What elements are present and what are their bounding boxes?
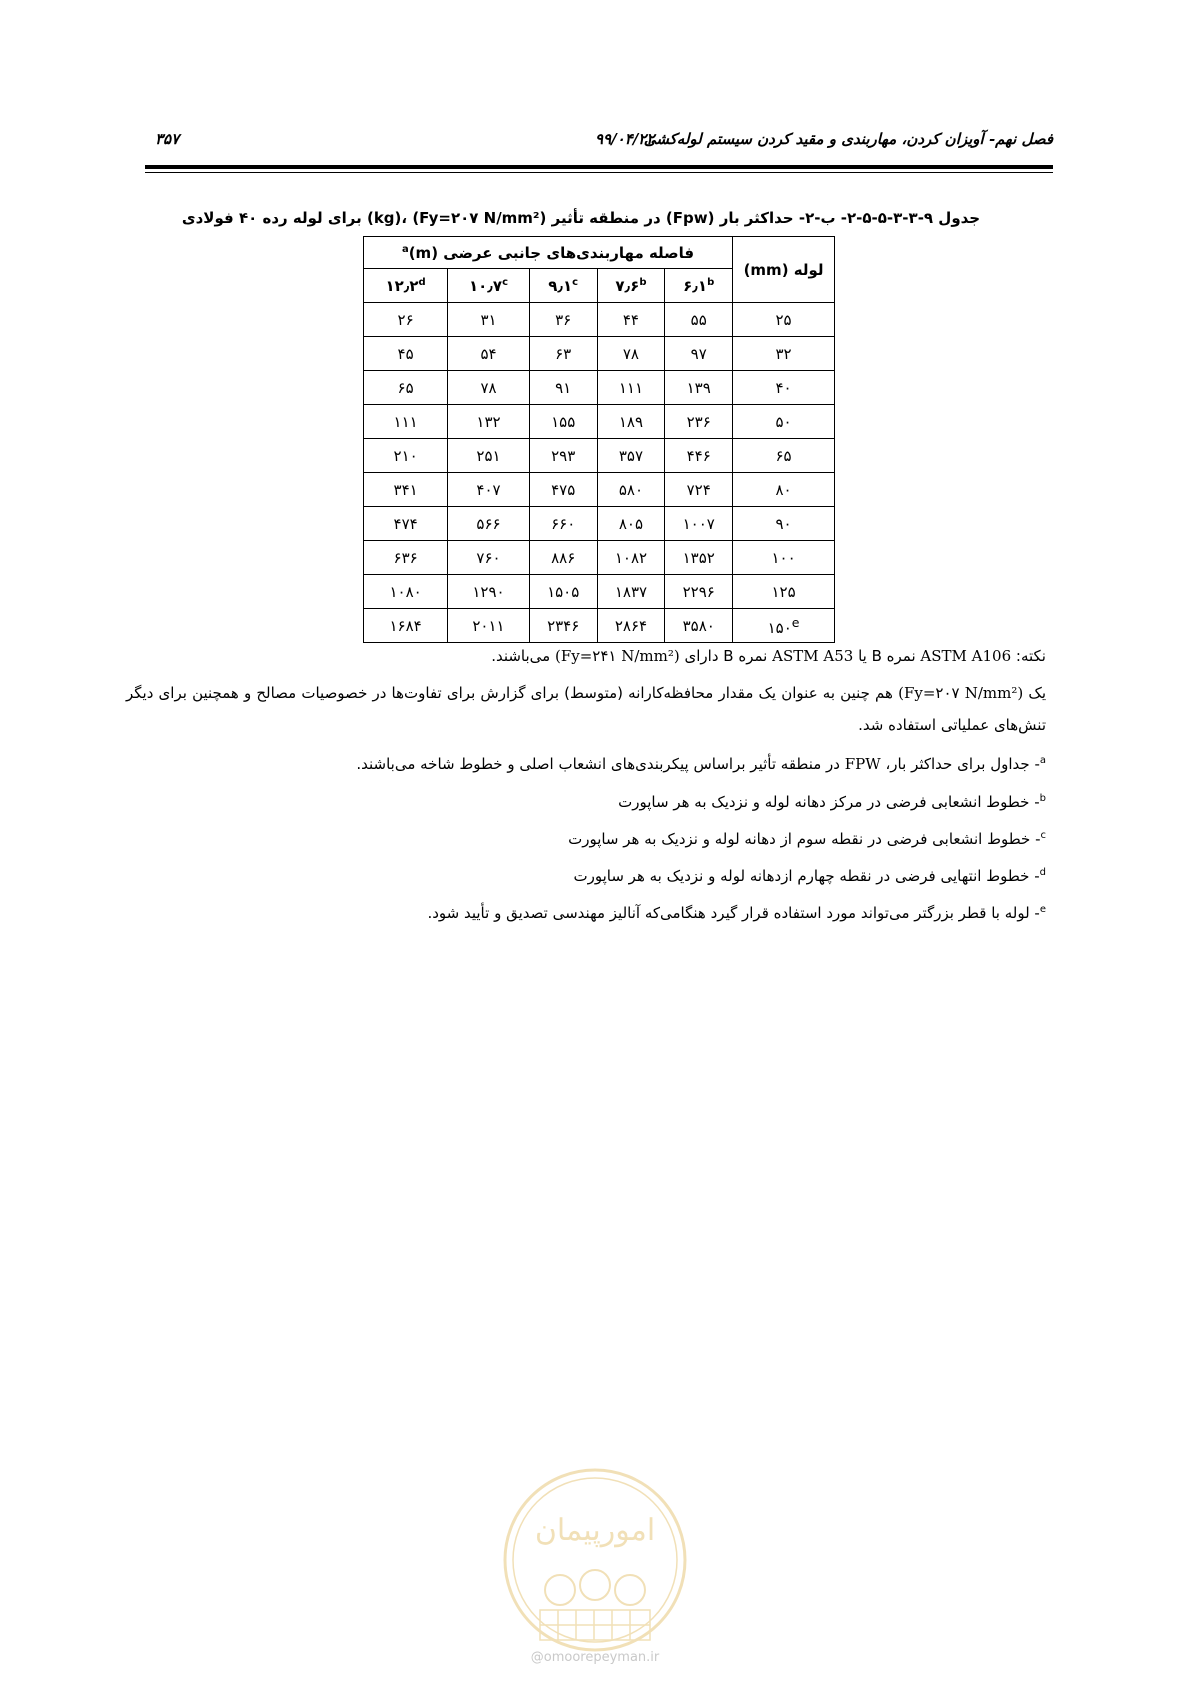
table-row <box>364 303 835 337</box>
load-value-cell: ۴۷۴ <box>364 507 448 541</box>
load-value-cell: ۱۰۸۲ <box>597 541 665 575</box>
note-material: نکته: ASTM A106 نمره B یا ASTM A53 نمره B دارای (Fy=۲۴۱ N/mm²) می‌باشند. <box>491 647 1046 665</box>
header-rule-thin <box>145 172 1053 173</box>
load-value-cell: ۶۳ <box>529 337 597 371</box>
load-value-cell: ۲۰۱۱ <box>448 609 530 643</box>
table-row <box>364 473 835 507</box>
load-value-cell: ۸۸۶ <box>529 541 597 575</box>
footnote-d: $^d$- خطوط انتهایی فرضی در نقطه چهارم ازدهانه لوله و نزدیک به هر ساپورت <box>573 867 1046 885</box>
column-header: ۱۲٫۲$^d$ <box>364 269 448 303</box>
pipe-header: لوله (mm) <box>733 237 835 303</box>
chapter-title: فصل نهم- آویزان کردن، مهاربندی و مقید کردن سیستم لوله‌کشی <box>643 130 1053 148</box>
load-value-cell: ۳۵۸۰ <box>665 609 733 643</box>
load-value-cell: ۷۸ <box>597 337 665 371</box>
page-number: ۳۵۷ <box>155 130 180 148</box>
load-value-cell: ۳۴۱ <box>364 473 448 507</box>
header-date: ۹۹/۰۴/۲۲ <box>595 130 655 148</box>
load-value-cell: ۵۶۶ <box>448 507 530 541</box>
watermark-url: @omoorepeyman.ir <box>530 1650 660 1665</box>
load-value-cell: ۶۵ <box>364 371 448 405</box>
pipe-size-cell: ۱۰۰ <box>733 541 835 575</box>
table-row <box>364 507 835 541</box>
column-header: ۶٫۱$^b$ <box>665 269 733 303</box>
table-caption <box>151 209 1011 227</box>
note-stress: یک (Fy=۲۰۷ N/mm²) هم چنین به عنوان یک مقدار محافظه‌کارانه (متوسط) برای گزارش برای تفاوت‌ها در خصوصیات مصالح و همچنین برای دیگر تنش‌های عملیاتی استفاده شد. <box>126 684 1046 734</box>
table-row <box>364 541 835 575</box>
load-value-cell: ۵۴ <box>448 337 530 371</box>
load-value-cell: ۲۳۶ <box>665 405 733 439</box>
pipe-size-cell: ۳۲ <box>733 337 835 371</box>
load-value-cell: ۱۳۹ <box>665 371 733 405</box>
table-row <box>364 575 835 609</box>
footnote-a: $^a$- جداول برای حداکثر بار، FPW در منطقه تأثیر براساس پیکربندی‌های انشعاب اصلی و خطوط شاخه می‌باشند. <box>356 755 1046 773</box>
pipe-size-cell: ۹۰ <box>733 507 835 541</box>
pipe-size-cell: ۲۵ <box>733 303 835 337</box>
load-value-cell: ۱۵۰۵ <box>529 575 597 609</box>
column-header: ۱۰٫۷$^c$ <box>448 269 530 303</box>
load-value-cell: ۷۲۴ <box>665 473 733 507</box>
footnote-e: $^e$- لوله با قطر بزرگتر می‌تواند مورد استفاده قرار گیرد هنگامی‌که آنالیز مهندسی تصدیق و تأیید شود. <box>427 904 1046 922</box>
caption-text-3: برای لوله رده ۴۰ فولادی <box>181 209 362 227</box>
page-header <box>145 128 1053 164</box>
load-value-cell: ۳۶ <box>529 303 597 337</box>
load-value-cell: ۷۶۰ <box>448 541 530 575</box>
table-row <box>364 439 835 473</box>
load-value-cell: ۱۱۱ <box>597 371 665 405</box>
load-value-cell: ۸۰۵ <box>597 507 665 541</box>
watermark-seal-icon <box>500 1455 690 1670</box>
load-value-cell: ۴۷۵ <box>529 473 597 507</box>
load-value-cell: ۱۶۸۴ <box>364 609 448 643</box>
caption-unit: (kg)، <box>366 209 408 227</box>
header-rule-thick <box>145 165 1053 169</box>
column-header: ۷٫۶$^b$ <box>597 269 665 303</box>
load-value-cell: ۲۳۴۶ <box>529 609 597 643</box>
table-row <box>364 337 835 371</box>
load-value-cell: ۲۶ <box>364 303 448 337</box>
load-value-cell: ۱۵۵ <box>529 405 597 439</box>
caption-fpw: (Fpw) <box>665 209 715 227</box>
pipe-size-cell: ۵۰ <box>733 405 835 439</box>
load-value-cell: ۲۱۰ <box>364 439 448 473</box>
caption-text-2: در منطقه تأثیر <box>551 209 661 227</box>
load-value-cell: ۱۰۸۰ <box>364 575 448 609</box>
bracing-group-header: فاصله مهاربندی‌های جانبی عرضی $(m)^a$ <box>364 237 733 269</box>
load-value-cell: ۳۵۷ <box>597 439 665 473</box>
load-value-cell: ۱۸۳۷ <box>597 575 665 609</box>
load-value-cell: ۱۸۹ <box>597 405 665 439</box>
pipe-size-cell: ۱۵۰e <box>733 609 835 643</box>
load-value-cell: ۴۰۷ <box>448 473 530 507</box>
load-value-cell: ۲۹۳ <box>529 439 597 473</box>
load-table <box>363 236 835 643</box>
table-row <box>364 405 835 439</box>
caption-fy: (Fy=۲۰۷ N/mm²) <box>412 209 547 227</box>
table-row <box>364 609 835 643</box>
load-value-cell: ۲۸۶۴ <box>597 609 665 643</box>
column-header: ۹٫۱$^c$ <box>529 269 597 303</box>
load-value-cell: ۲۲۹۶ <box>665 575 733 609</box>
load-value-cell: ۱۳۲ <box>448 405 530 439</box>
load-value-cell: ۹۱ <box>529 371 597 405</box>
load-value-cell: ۹۷ <box>665 337 733 371</box>
footnote-c: $^c$- خطوط انشعابی فرضی در نقطه سوم از دهانه لوله و نزدیک به هر ساپورت <box>568 830 1046 848</box>
load-value-cell: ۷۸ <box>448 371 530 405</box>
load-value-cell: ۴۴ <box>597 303 665 337</box>
load-value-cell: ۲۵۱ <box>448 439 530 473</box>
caption-text-1: جدول ۹-۳-۳-۵-۵-۲- ب-۲- حداکثر بار <box>719 209 981 227</box>
load-value-cell: ۶۶۰ <box>529 507 597 541</box>
load-value-cell: ۳۱ <box>448 303 530 337</box>
pipe-size-cell: ۶۵ <box>733 439 835 473</box>
load-value-cell: ۴۵ <box>364 337 448 371</box>
load-value-cell: ۱۳۵۲ <box>665 541 733 575</box>
pipe-size-cell: ۸۰ <box>733 473 835 507</box>
table-row <box>364 371 835 405</box>
pipe-size-cell: ۴۰ <box>733 371 835 405</box>
watermark-logo-text: امورپیمان <box>534 1513 656 1548</box>
load-value-cell: ۶۳۶ <box>364 541 448 575</box>
pipe-size-cell: ۱۲۵ <box>733 575 835 609</box>
load-value-cell: ۴۴۶ <box>665 439 733 473</box>
load-value-cell: ۱۲۹۰ <box>448 575 530 609</box>
load-value-cell: ۵۵ <box>665 303 733 337</box>
load-value-cell: ۵۸۰ <box>597 473 665 507</box>
footnote-b: $^b$- خطوط انشعابی فرضی در مرکز دهانه لوله و نزدیک به هر ساپورت <box>618 793 1046 811</box>
load-value-cell: ۱۱۱ <box>364 405 448 439</box>
load-value-cell: ۱۰۰۷ <box>665 507 733 541</box>
